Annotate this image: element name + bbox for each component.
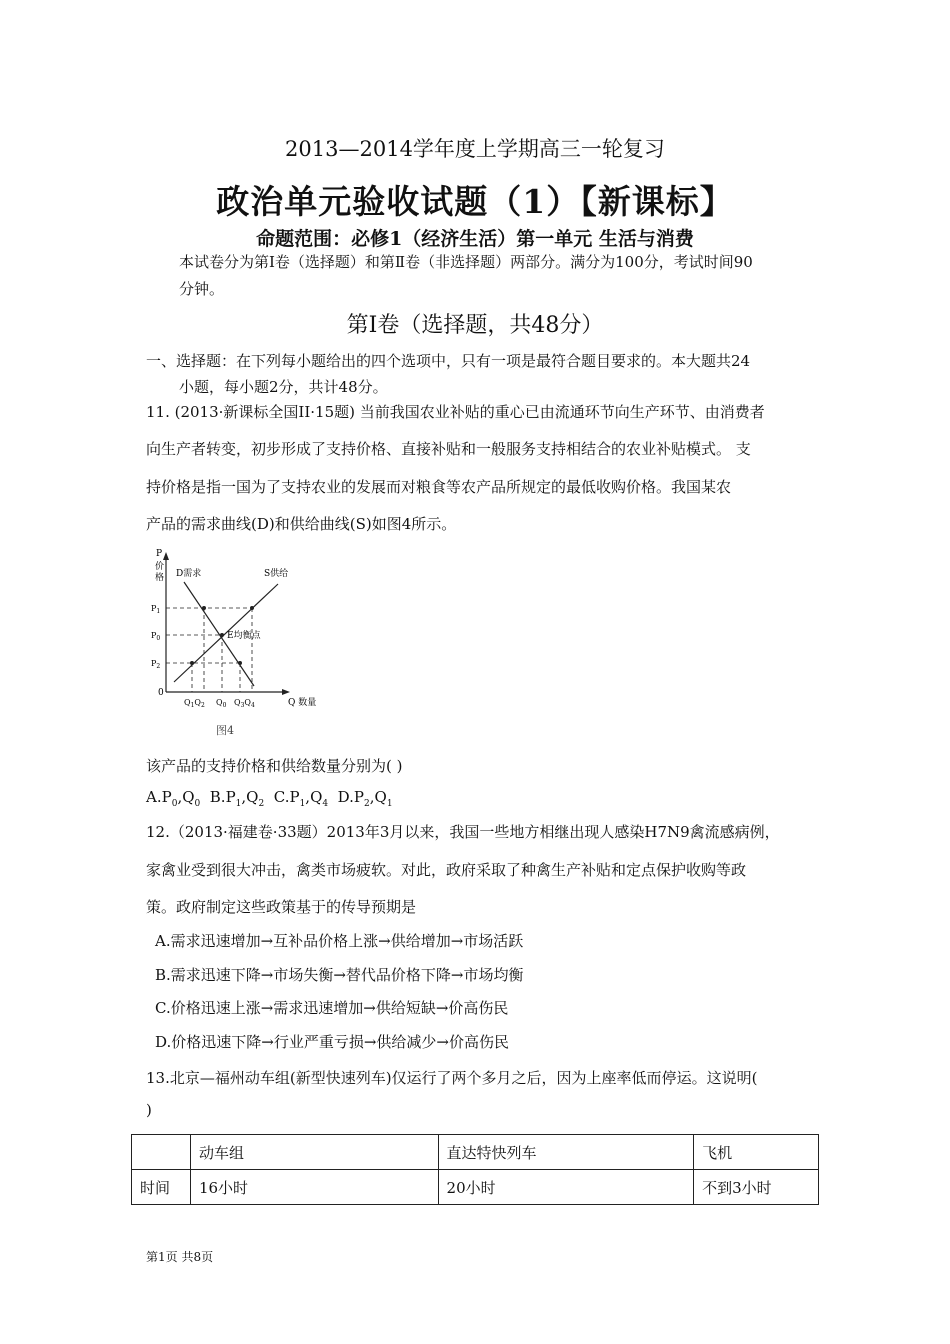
q12-option-c: C.价格迅速上涨→需求迅速增加→供给短缺→价高伤民 bbox=[155, 999, 509, 1017]
exam-year-heading: 2013—2014学年度上学期高三一轮复习 bbox=[285, 137, 665, 161]
table-header-row bbox=[132, 1135, 819, 1170]
q12-line-2: 家禽业受到很大冲击，禽类市场疲软。对此，政府采取了种禽生产补贴和定点保护收购等政 bbox=[146, 861, 747, 879]
p-axis-label-1: 价 bbox=[155, 562, 165, 572]
supply-curve bbox=[174, 584, 278, 682]
q12-line-1: 12.（2013·福建卷·33题）2013年3月以来，我国一些地方相继出现人感染H7N9禽流感病例， bbox=[146, 823, 780, 841]
q12-option-d: D.价格迅速下降→行业严重亏损→供给减少→价高伤民 bbox=[155, 1033, 509, 1051]
point-p1-demand bbox=[202, 606, 206, 610]
instructions-line-1: 一、选择题：在下列每小题给出的四个选项中，只有一项是最符合题目要求的。本大题共24 bbox=[146, 352, 751, 370]
point-equilibrium bbox=[220, 633, 224, 637]
q0-label: $Q_0$ bbox=[216, 698, 227, 709]
supply-demand-figure bbox=[146, 544, 326, 744]
exam-title: 政治单元验收试题（1）【新课标】 bbox=[216, 182, 734, 221]
intro-line-1: 本试卷分为第Ⅰ卷（选择题）和第Ⅱ卷（非选择题）两部分。满分为100分，考试时间90 bbox=[179, 253, 753, 271]
section-title: 第Ⅰ卷（选择题，共48分） bbox=[346, 313, 604, 338]
table-row bbox=[132, 1170, 819, 1205]
figure-caption: 图4 bbox=[216, 724, 234, 737]
table-cell: 时间 bbox=[132, 1170, 191, 1205]
point-p2-demand bbox=[238, 661, 242, 665]
p1-label: $P_1$ bbox=[151, 604, 161, 615]
table-cell: 不到3小时 bbox=[694, 1170, 819, 1205]
q11-line-4: 产品的需求曲线(D)和供给曲线(S)如图4所示。 bbox=[146, 515, 457, 533]
exam-scope: 命题范围：必修1（经济生活）第一单元 生活与消费 bbox=[256, 228, 694, 250]
point-p2-supply bbox=[190, 661, 194, 665]
origin-label: 0 bbox=[158, 688, 164, 698]
table-header-cell: 直达特快列车 bbox=[438, 1135, 694, 1170]
q13-line-2: ) bbox=[146, 1101, 152, 1119]
q11-options: $A.P_0,Q_0$ $B.P_1,Q_2$ $C.P_1,Q_4$ $D.P_2,Q_1$ bbox=[146, 788, 393, 809]
q11-line-3: 持价格是指一国为了支持农业的发展而对粮食等农产品所规定的最低收购价格。我国某农 bbox=[146, 478, 732, 496]
price-axis-arrow bbox=[163, 552, 169, 560]
page-footer: 第1页 共8页 bbox=[146, 1250, 214, 1264]
supply-label: S供给 bbox=[264, 569, 289, 579]
q11-question: 该产品的支持价格和供给数量分别为( ) bbox=[146, 757, 403, 775]
q12-option-b: B.需求迅速下降→市场失衡→替代品价格下降→市场均衡 bbox=[155, 966, 524, 984]
table-cell: 16小时 bbox=[190, 1170, 438, 1205]
instructions-line-2: 小题，每小题2分，共计48分。 bbox=[179, 378, 388, 396]
transport-comparison-table bbox=[131, 1134, 819, 1205]
q-axis-label: Q 数量 bbox=[288, 698, 317, 708]
q11-line-2: 向生产者转变，初步形成了支持价格、直接补贴和一般服务支持相结合的农业补贴模式。 支 bbox=[146, 440, 751, 458]
p2-label: $P_2$ bbox=[151, 659, 161, 670]
q-labels: $Q_1Q_2$ bbox=[184, 698, 205, 709]
q12-option-a: A.需求迅速增加→互补品价格上涨→供给增加→市场活跃 bbox=[155, 932, 524, 950]
q12-line-3: 策。政府制定这些政策基于的传导预期是 bbox=[146, 898, 417, 916]
intro-line-2: 分钟。 bbox=[179, 280, 225, 298]
table-cell: 20小时 bbox=[438, 1170, 694, 1205]
table-header-cell: 动车组 bbox=[190, 1135, 438, 1170]
p0-label: $P_0$ bbox=[151, 631, 161, 642]
q11-line-1: 11. (2013·新课标全国II·15题) 当前我国农业补贴的重心已由流通环节向生产环节、由消费者 bbox=[146, 403, 765, 421]
quantity-axis-arrow bbox=[282, 689, 290, 695]
q3q4-labels: $Q_3Q_4$ bbox=[234, 698, 255, 709]
p-axis-symbol: P bbox=[156, 549, 163, 559]
p-axis-label-2: 格 bbox=[155, 573, 165, 583]
demand-label: D需求 bbox=[176, 569, 202, 579]
point-p1-supply bbox=[250, 606, 254, 610]
q13-line-1: 13.北京—福州动车组(新型快速列车)仅运行了两个多月之后，因为上座率低而停运。这说明( bbox=[146, 1069, 758, 1087]
table-header-cell: 飞机 bbox=[694, 1135, 819, 1170]
equilibrium-label: E均衡点 bbox=[227, 631, 261, 641]
table-header-cell bbox=[132, 1135, 191, 1170]
